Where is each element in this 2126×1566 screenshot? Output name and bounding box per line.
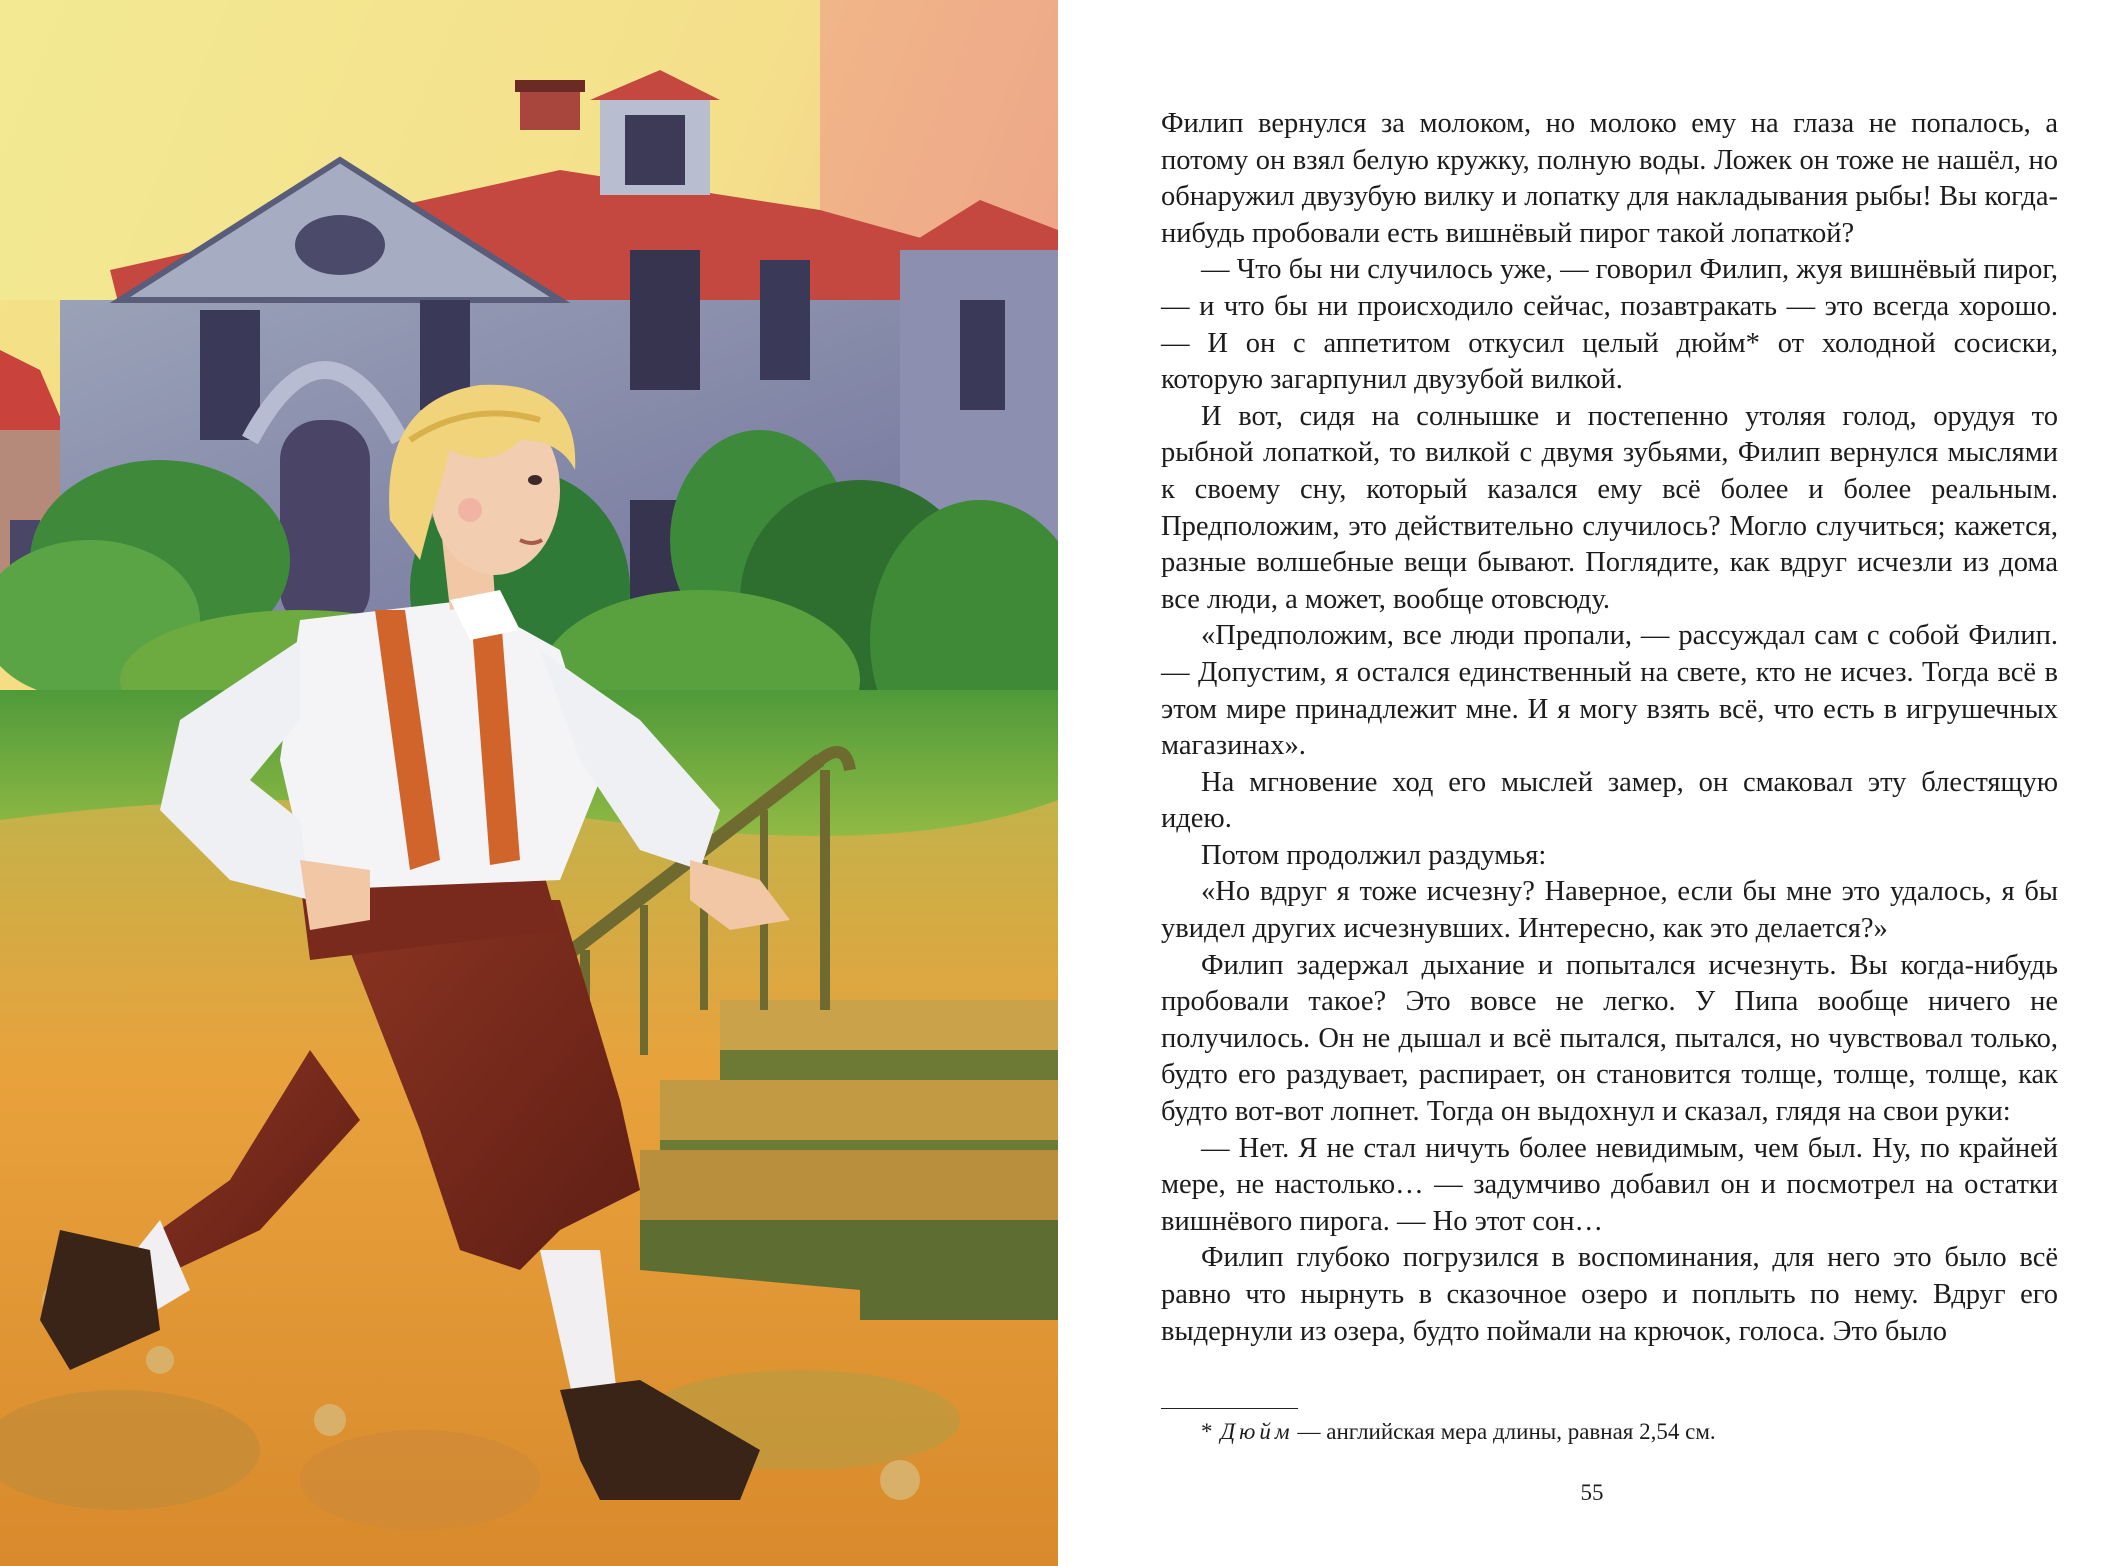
footnote-divider (1161, 1408, 1298, 1409)
footnote-definition: — английская мера длины, равная 2,54 см. (1297, 1419, 1716, 1444)
text-page (1058, 0, 2126, 1566)
illustration (0, 0, 1058, 1566)
paragraph: Филип задержал дыхание и попытался исчезнуть. Вы когда-нибудь пробовали такое? Это вовсе не легко. У Пипа вообще ничего не получилось. Он не дышал и всё пытался, пытался, но чувствовал только, будто его раздувает, распирает, он становится толще, толще, толще, как будто вот-вот лопнет. Тогда он выдохнул и сказал, глядя на свои руки: (1161, 949, 2058, 1128)
paragraph: «Но вдруг я тоже исчезну? Наверное, если бы мне это удалось, я бы увидел других исчезнувших. Интересно, как это делается?» (1161, 876, 2058, 945)
page-number: 55 (1580, 1480, 1604, 1505)
paragraph: «Предположим, все люди пропали, — рассуждал сам с собой Филип. — Допустим, я остался единственный на свете, кто не исчез. Тогда всё в этом мире принадлежит мне. И я могу взять всё, что есть в игрушечных магазинах». (1161, 620, 2058, 762)
footnote (1201, 1417, 2051, 1447)
footnote-marker: * (1201, 1419, 1213, 1444)
paragraph: — Нет. Я не стал ничуть более невидимым, чем был. Ну, по крайней мере, не настолько… — задумчиво добавил он и посмотрел на остатки вишнёвого пирога. — Но этот сон… (1161, 1132, 2058, 1237)
paragraph: И вот, сидя на солнышке и постепенно утоляя голод, орудуя то рыбной лопаткой, то вилкой с двумя зубьями, Филип вернулся мыслями к своему сну, который казался ему всё более и более реальным. Предположим, это действительно случилось? Могло случиться; кажется, разные волшебные вещи бывают. Поглядите, как вдруг исчезли из дома все люди, а может, вообще отовсюду. (1161, 400, 2058, 615)
paragraph: Потом продолжил раздумья: (1201, 839, 1547, 871)
paragraph: — Что бы ни случилось уже, — говорил Филип, жуя вишнёвый пирог, — и что бы ни происходило сейчас, позавтракать — это всегда хорошо. — И он с аппетитом откусил целый дюйм* от холодной сосиски, которую загарпунил двузубой вилкой. (1161, 254, 2058, 396)
paragraph: На мгновение ход его мыслей замер, он смаковал эту блестящую идею. (1161, 766, 2058, 835)
illustration-painting (0, 0, 1058, 1566)
footnote-term: Дюйм (1220, 1419, 1294, 1444)
body-text (1161, 106, 2058, 1350)
paragraph: Филип глубоко погрузился в воспоминания, для него это было всё равно что нырнуть в сказочное озеро и поплыть по нему. Вдруг его выдернули из озера, будто поймали на крючок, голоса. Это было (1161, 1242, 2058, 1347)
paragraph: Филип вернулся за молоком, но молоко ему на глаза не попалось, а потому он взял белую кружку, полную воды. Ложек он тоже не нашёл, но обнаружил двузубую вилку и лопатку для накладывания рыбы! Вы когда-нибудь пробовали есть вишнёвый пирог такой лопаткой? (1161, 108, 2058, 249)
